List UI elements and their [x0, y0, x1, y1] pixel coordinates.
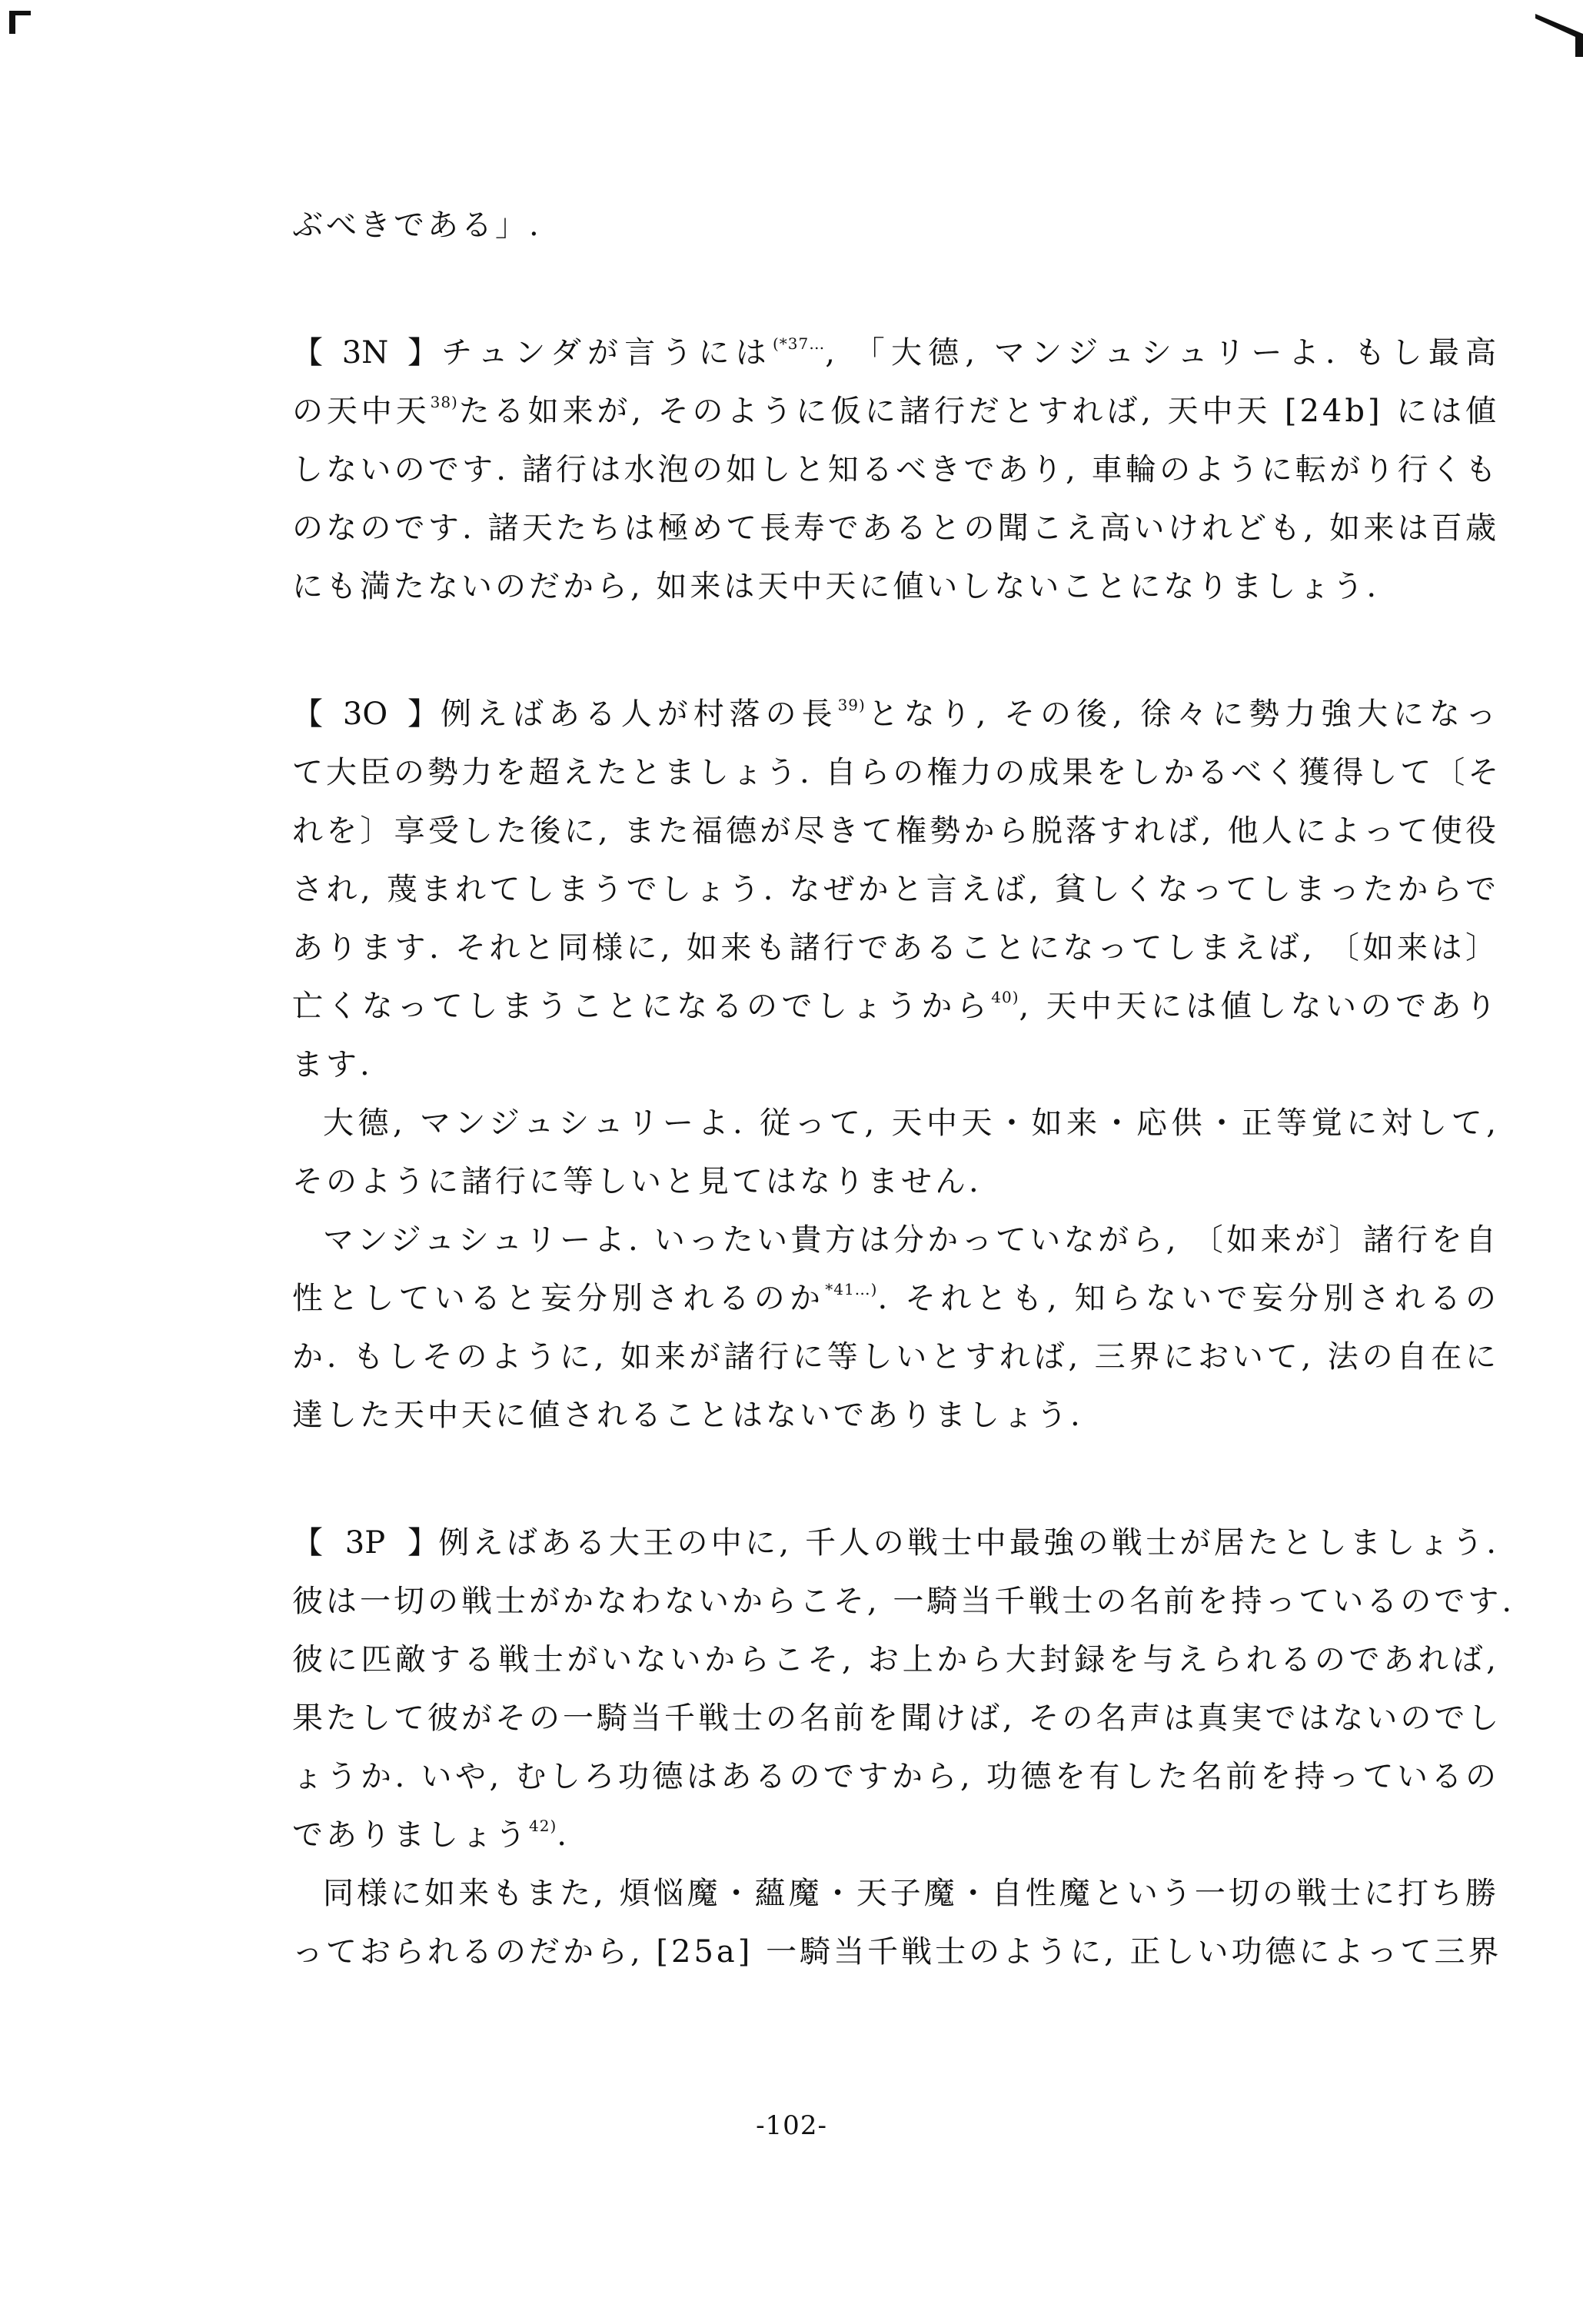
text-line: にも満たないのだから, 如来は天中天に値いしないことになりましょう. [292, 569, 1380, 604]
text-line: しないのです. 諸行は水泡の如しと知るべきであり, 車輪のように転がり行くも [292, 452, 1499, 487]
text-line: 彼に匹敵する戦士がいないからこそ, お上から大封録を与えられるのであれば, [292, 1642, 1499, 1677]
section-tag-3p: 【3P】 [292, 1525, 438, 1561]
text-line: マンジュシュリーよ. いったい貴方は分かっていながら, 〔如来が〕諸行を自 [323, 1222, 1499, 1258]
paragraph-3o-line-1: 【3O】例えばある人が村落の長$^{39)}$となり, その後, 徐々に勢力強大になっ [292, 685, 1499, 743]
text-line: でありましょう$^{42)}$. [292, 1817, 570, 1853]
section-tag-3o: 【3O】 [292, 697, 438, 732]
paragraph-3n-line-1: 【3N】チュンダが言うには$^{(*37\dots}$, 「大德, マンジュシュリーよ. もし最高 [292, 324, 1499, 382]
text-line: っておられるのだから, [25a] 一騎当千戦士のように, 正しい功德によって三界 [292, 1934, 1502, 1970]
text-line: れを〕享受した後に, また福德が尽きて権勢から脱落すれば, 他人によって使役 [292, 813, 1499, 849]
text-line: の天中天$^{38)}$たる如来が, そのように仮に諸行だとすれば, 天中天 [24b] には値 [292, 393, 1499, 429]
text-line: ょうか. いや, むしろ功德はあるのですから, 功德を有した名前を持っているの [292, 1759, 1499, 1794]
text-line: あります. それと同様に, 如来も諸行であることになってしまえば, 〔如来は〕 [292, 930, 1499, 966]
text-line: 彼は一切の戦士がかなわないからこそ, 一騎当千戦士の名前を持っているのです. [292, 1584, 1515, 1619]
text-line: 大德, マンジュシュリーよ. 従って, 天中天・如来・応供・正等覚に対して, [323, 1105, 1499, 1141]
document-body [292, 196, 1515, 1981]
text-line: 果たして彼がその一騎当千戦士の名前を聞けば, その名声は真実ではないのでし [292, 1701, 1502, 1736]
text-line: か. もしそのように, 如来が諸行に等しいとすれば, 三界において, 法の自在に [292, 1339, 1499, 1375]
page-number: -102- [756, 2110, 827, 2141]
text-line: 性としていると妄分別されるのか$^{*41\dots)}$. それとも, 知らないで妄分別されるの [292, 1280, 1500, 1316]
text-line: のなのです. 諸天たちは極めて長寿であるとの聞こえ高いけれども, 如来は百歳 [292, 510, 1499, 546]
text-line: ます. [292, 1047, 373, 1082]
text-line: そのように諸行に等しいと見てはなりません. [292, 1164, 982, 1199]
text-line: ぶべきである」. [292, 208, 542, 243]
text-line: て大臣の勢力を超えたとましょう. 自らの権力の成果をしかるべく獲得して〔そ [292, 755, 1502, 790]
corner-mark-right [1535, 11, 1583, 57]
text-line: 亡くなってしまうことになるのでしょうから$^{40)}$, 天中天には値しないのであり [292, 988, 1500, 1024]
paragraph-3p-line-1: 【3P】例えばある大王の中に, 千人の戦士中最強の戦士が居たとしましょう. [292, 1514, 1499, 1572]
text-line: 達した天中天に値されることはないでありましょう. [292, 1398, 1083, 1433]
corner-mark-left [9, 11, 31, 34]
text-line: 同様に如来もまた, 煩悩魔・蘊魔・天子魔・自性魔という一切の戦士に打ち勝 [323, 1876, 1499, 1911]
section-tag-3n: 【3N】 [292, 335, 438, 371]
text-line: され, 蔑まれてしまうでしょう. なぜかと言えば, 貧しくなってしまったからで [292, 872, 1499, 907]
